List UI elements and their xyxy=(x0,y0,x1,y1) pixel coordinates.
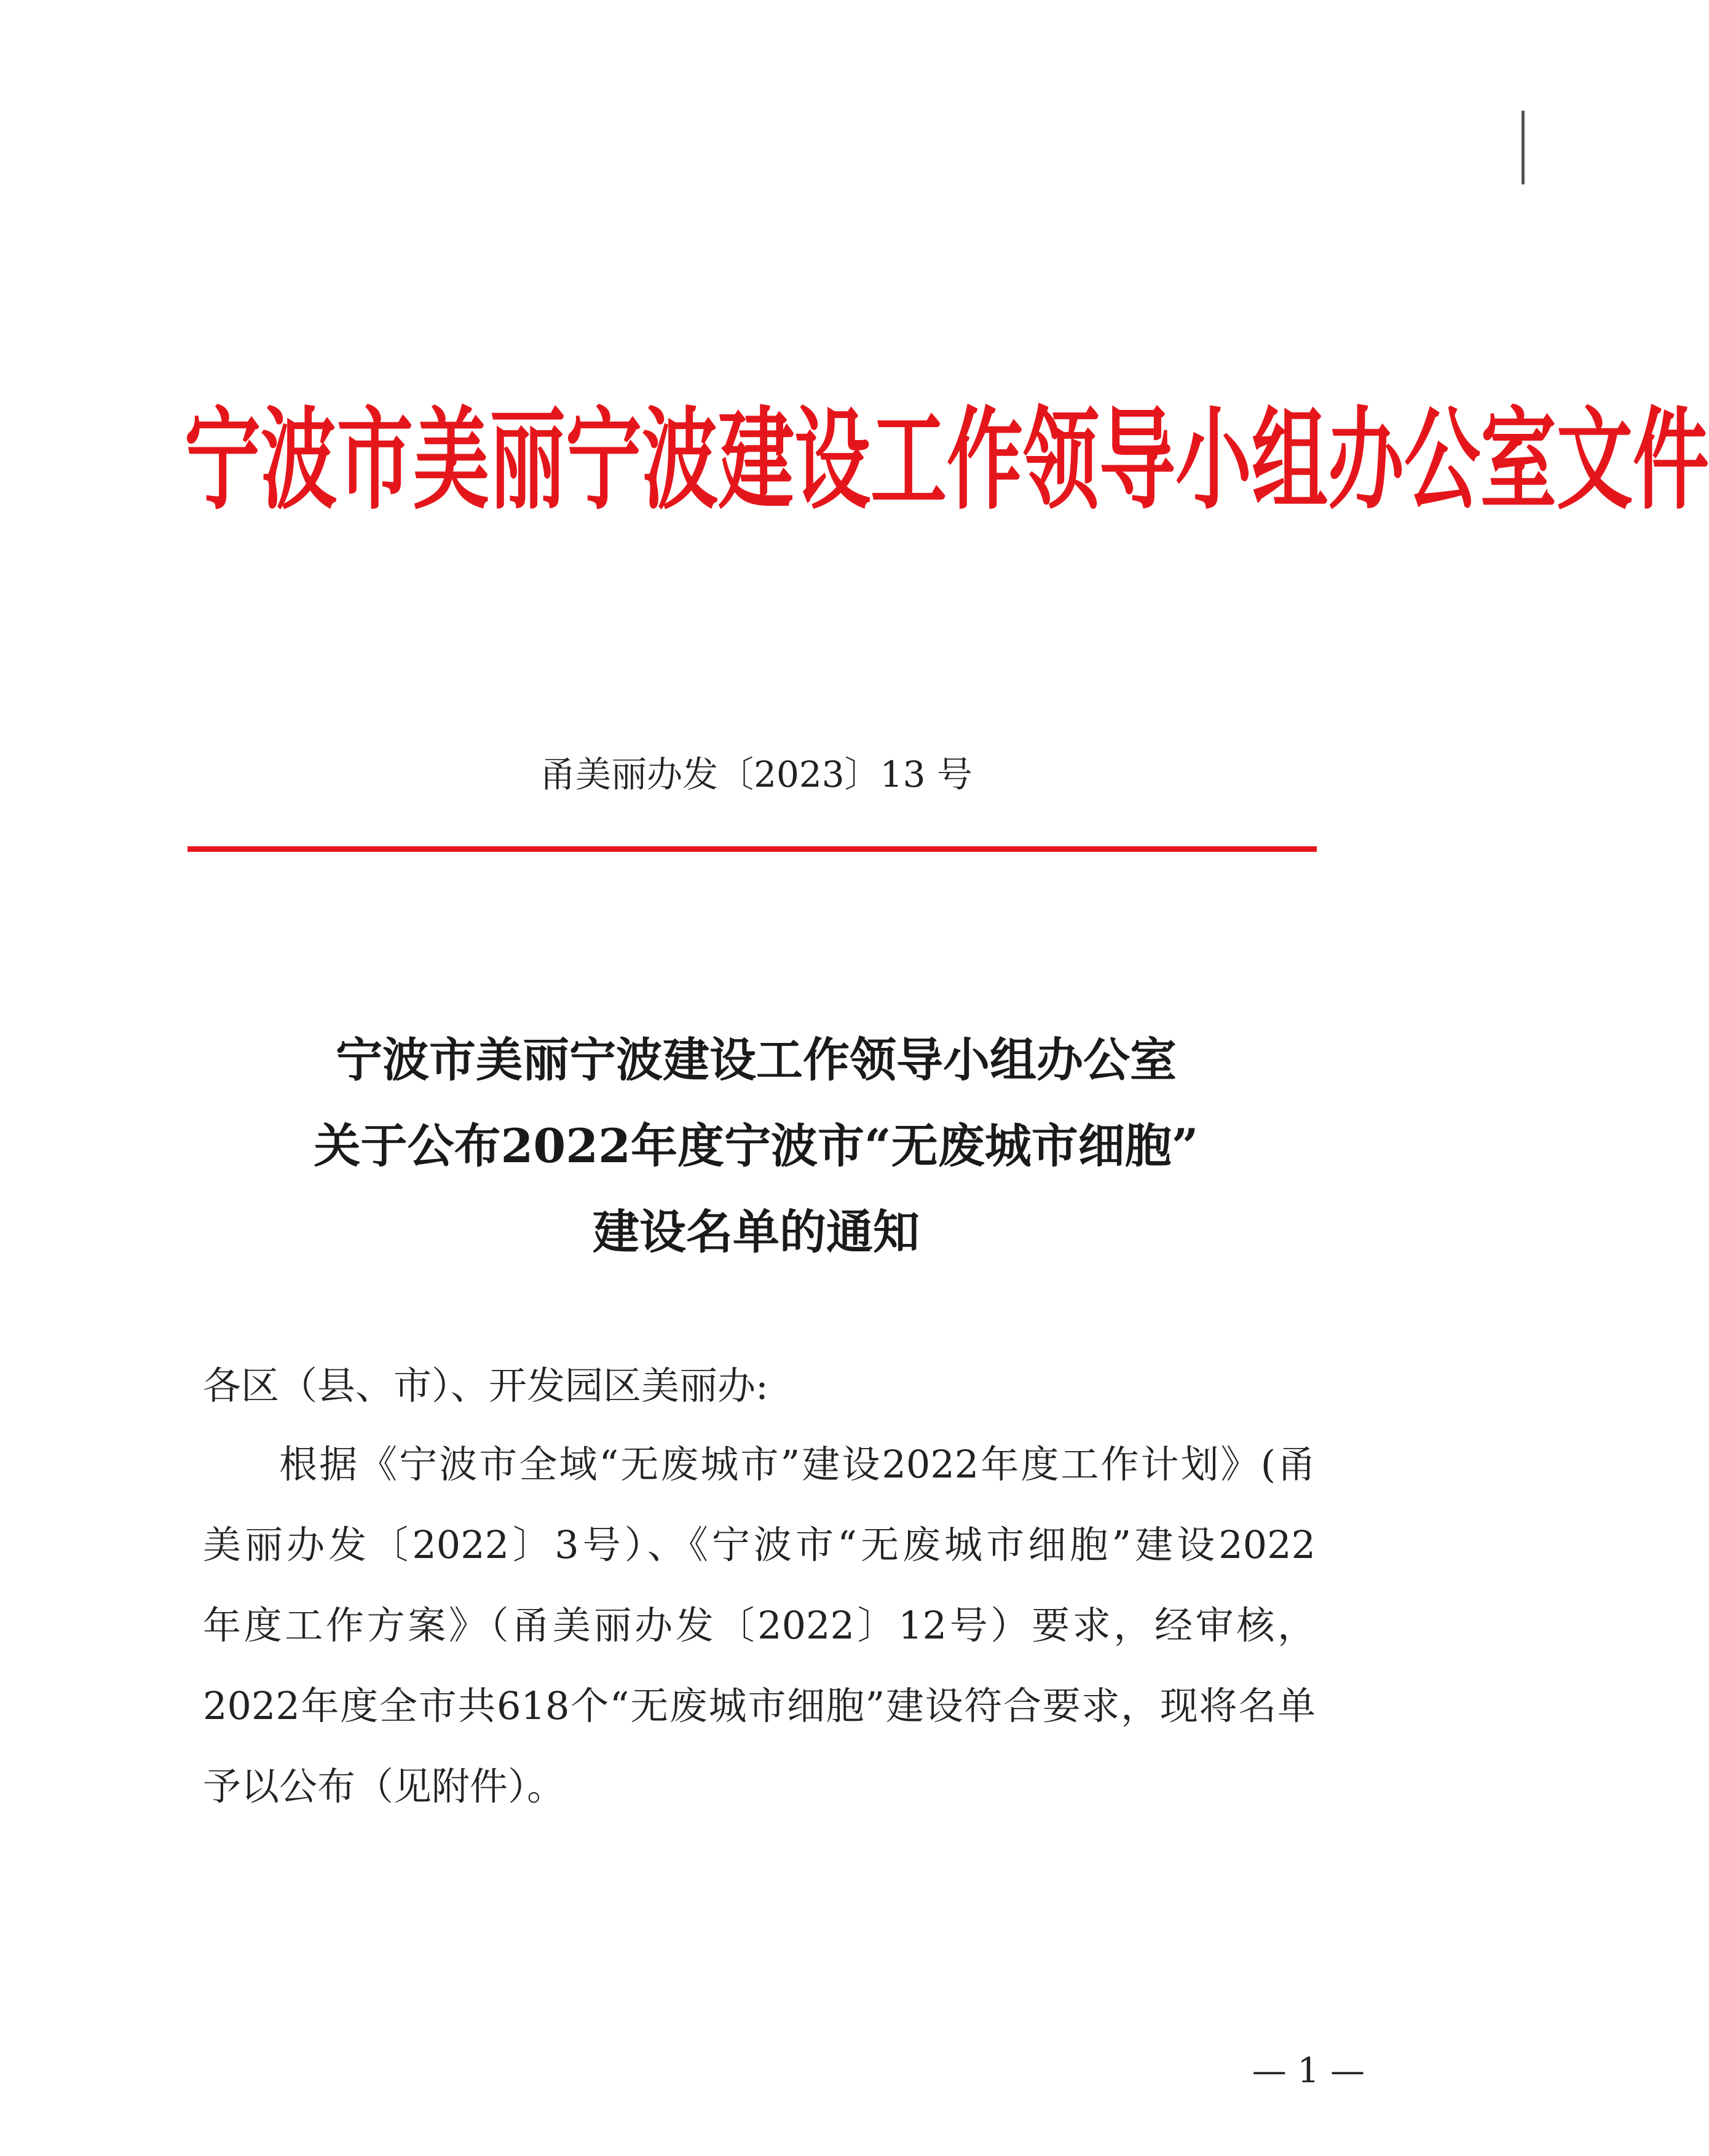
body-paragraph xyxy=(203,1424,1316,1827)
red-separator-line xyxy=(187,846,1317,852)
red-header-title: 宁波市美丽宁波建设工作领导小组办公室文件 xyxy=(184,396,1709,525)
notice-title-line-1: 宁波市美丽宁波建设工作领导小组办公室 xyxy=(336,1033,1177,1087)
document-number: 甬美丽办发〔2023〕13 号 xyxy=(540,753,973,795)
salutation: 各区（县、市）、开发园区美丽办: xyxy=(203,1363,768,1408)
body-line: 2022年度全市共618个“无废城市细胞”建设符合要求，现将名单 xyxy=(203,1683,1316,1728)
body-line: 根据《宁波市全域“无废城市”建设2022年度工作计划》(甬 xyxy=(279,1442,1316,1487)
body-line: 美丽办发〔2022〕3号）、《宁波市“无废城市细胞”建设2022 xyxy=(203,1522,1316,1567)
page-number: — 1 — xyxy=(1252,2051,1365,2091)
body-line: 予以公布（见附件）。 xyxy=(203,1764,566,1809)
notice-title xyxy=(184,1017,1328,1275)
notice-title-line-2: 关于公布2022年度宁波市“无废城市细胞” xyxy=(314,1119,1199,1173)
body-line: 年度工作方案》（甬美丽办发〔2022〕12号）要求，经审核， xyxy=(203,1603,1316,1648)
scan-edge-mark xyxy=(1522,111,1525,184)
notice-title-line-3: 建设名单的通知 xyxy=(593,1205,920,1259)
